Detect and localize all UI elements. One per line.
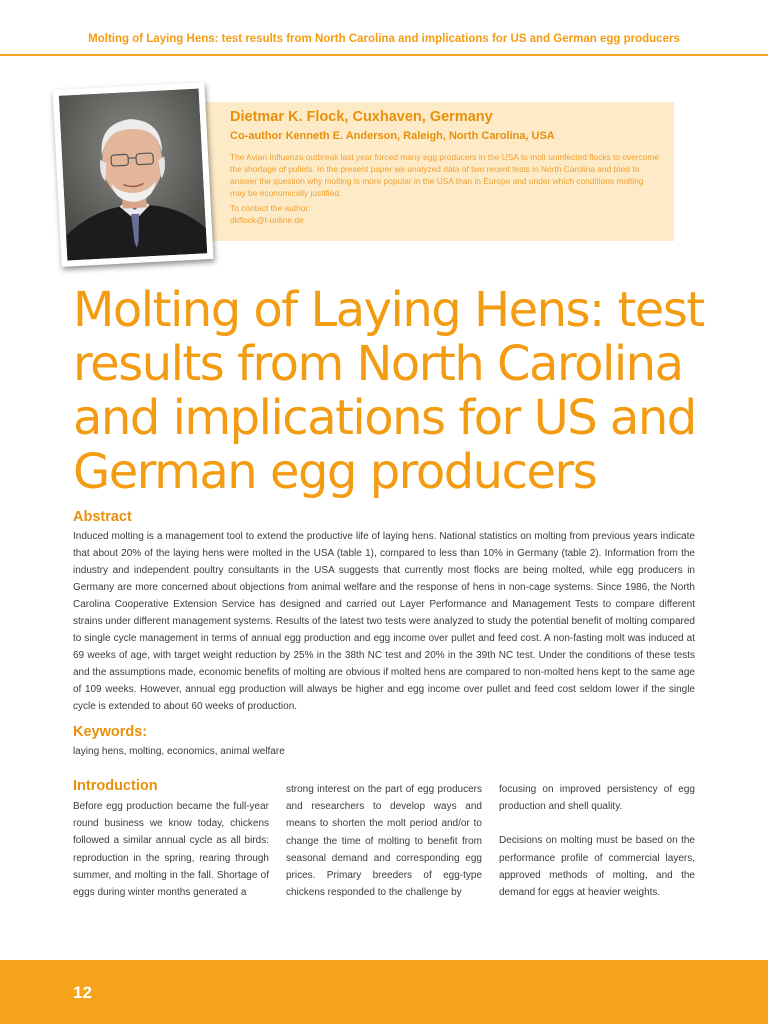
contact-email: dkflock@t-online.de — [230, 215, 304, 225]
author-info-content — [230, 109, 660, 226]
intro-paragraph: strong interest on the part of egg producers and researchers to develop ways and means to shorten the molt period and/or to change the time of molting to benefit from seasonal demand and corresponding egg prices. Primary breeders of egg-type chickens responded to the challenge by — [286, 784, 482, 899]
coauthor: Co-author Kenneth E. Anderson, Raleigh, North Carolina, USA — [230, 130, 555, 142]
author-info-box — [190, 102, 674, 241]
intro-column-2 — [286, 781, 482, 901]
contact-block — [230, 202, 660, 226]
intro-column-1 — [73, 798, 269, 901]
author-photo-frame — [52, 82, 213, 267]
contact-label: To contact the author: — [230, 203, 311, 213]
footer-bar — [0, 960, 768, 1024]
intro-paragraph: focusing on improved persistency of egg production and shell quality. — [499, 784, 695, 813]
abstract-heading: Abstract — [73, 509, 132, 525]
intro-column-3 — [499, 781, 695, 901]
keywords-heading: Keywords: — [73, 724, 148, 740]
header-rule — [0, 54, 768, 56]
page-number: 12 — [73, 983, 92, 1002]
abstract-text: Induced molting is a management tool to extend the productive life of laying hens. National statistics on molting from previous years indicate that about 20% of the laying hens were molted in the USA (table 1), compared to less than 10% in Germany (table 2). Information from the industry and independent poultry consultants in the USA suggests that currently most flocks are being molted, while egg producers in Germany are more concerned about objections from animal welfare and the response of hens in non-cage systems. Since 1986, the North Carolina Cooperative Extension Service has designed and carried out Layer Performance and Management Tests to compare different strains under different management systems. Results of the latest two tests were analyzed to study the potential benefit of molting compared to single cycle management in terms of annual egg production and egg income over pullet and feed cost. A non-fasting molt was induced at 69 weeks of age, with target weight reduction by 25% in the 38th NC test and 20% in the 39th NC test. Under the conditions of these tests and the assumptions made, economic benefits of molting are obvious if molted hens are compared to non-molted hens kept to the same age of 109 weeks. However, annual egg production will always be higher and egg income over pullet and feed cost seldom lower if the single cycle is extended to about 60 weeks of production. — [73, 531, 695, 712]
intro-paragraph: Decisions on molting must be based on the performance profile of commercial layers, approved methods of molting, and the demand for eggs at heavier weights. — [499, 835, 695, 899]
article-title: Molting of Laying Hens: test results from North Carolina and implications for US and German egg producers — [73, 282, 704, 500]
author-summary: The Avian Influenza outbreak last year forced many egg producers in the USA to molt uninfected flocks to overcome the shortage of pullets. In the present paper we analyzed data of two recent tests in North Carolina and tried to answer the question why molting is more popular in the USA than in Europe and under which conditions molting may be economically justified. — [230, 152, 660, 198]
author-photo — [59, 88, 207, 260]
introduction-heading: Introduction — [73, 778, 158, 794]
running-head: Molting of Laying Hens: test results from North Carolina and implications for US and German egg producers — [88, 33, 680, 45]
author-name: Dietmar K. Flock, Cuxhaven, Germany — [230, 109, 493, 125]
intro-paragraph: Before egg production became the full-year round business we know today, chickens followed a similar annual cycle as all birds: reproduction in the spring, rearing through summer, and molting in the fall. Shortage of eggs during winter months generated a — [73, 801, 269, 899]
keywords-text: laying hens, molting, economics, animal welfare — [73, 746, 285, 757]
